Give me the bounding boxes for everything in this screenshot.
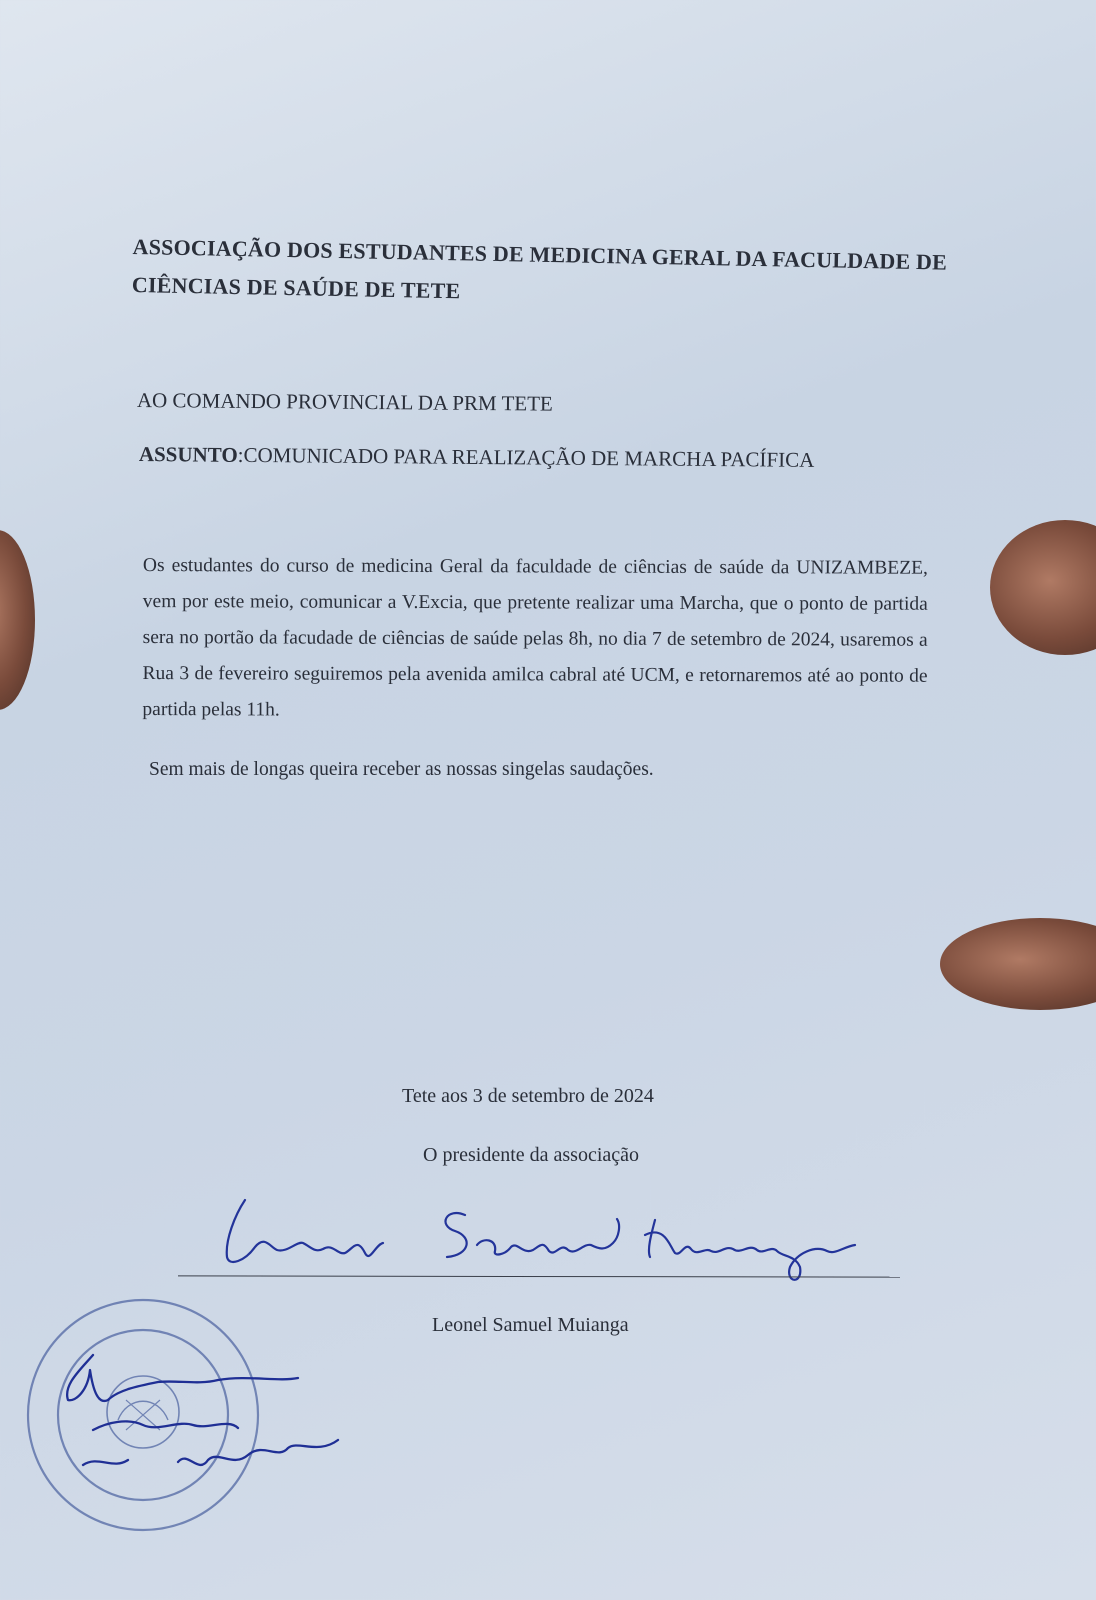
right-finger-bottom — [940, 918, 1096, 1010]
left-finger — [0, 530, 35, 710]
signatory-name: Leonel Samuel Muianga — [432, 1314, 629, 1336]
recipient-line: AO COMANDO PROVINCIAL DA PRM TETE — [136, 388, 553, 416]
organization-heading: ASSOCIAÇÃO DOS ESTUDANTES DE MEDICINA GERAL DA FACULDADE DE CIÊNCIAS DE SAÚDE DE TETE — [131, 233, 948, 304]
right-finger-top — [990, 520, 1096, 655]
handwritten-signature — [215, 1195, 875, 1305]
signatory-role: O presidente da associação — [423, 1144, 640, 1166]
body-paragraph: Os estudantes do curso de medicina Geral da faculdade de ciências de saúde da UNIZAMBEZE, vem por este meio, comunicar a V.Excia, que pretente realizar uma Marcha, que o ponto de partida sera no portão da facudade de ciências de saúde pelas 8h, no dia 7 de setembro de 2024, usaremos a Rua 3 de fevereiro seguiremos pela avenida amilca cabral até UCM, e retornaremos até ao ponto de partida pelas 11h. — [142, 554, 928, 721]
place-date: Tete aos 3 de setembro de 2024 — [402, 1085, 654, 1107]
official-stamp — [18, 1290, 358, 1550]
closing-line: Sem mais de longas queira receber as nossas singelas saudações. — [149, 759, 654, 780]
subject-label: ASSUNTO — [138, 442, 238, 467]
subject-line — [139, 442, 815, 473]
subject-text: :COMUNICADO PARA REALIZAÇÃO DE MARCHA PACÍFICA — [237, 442, 815, 472]
